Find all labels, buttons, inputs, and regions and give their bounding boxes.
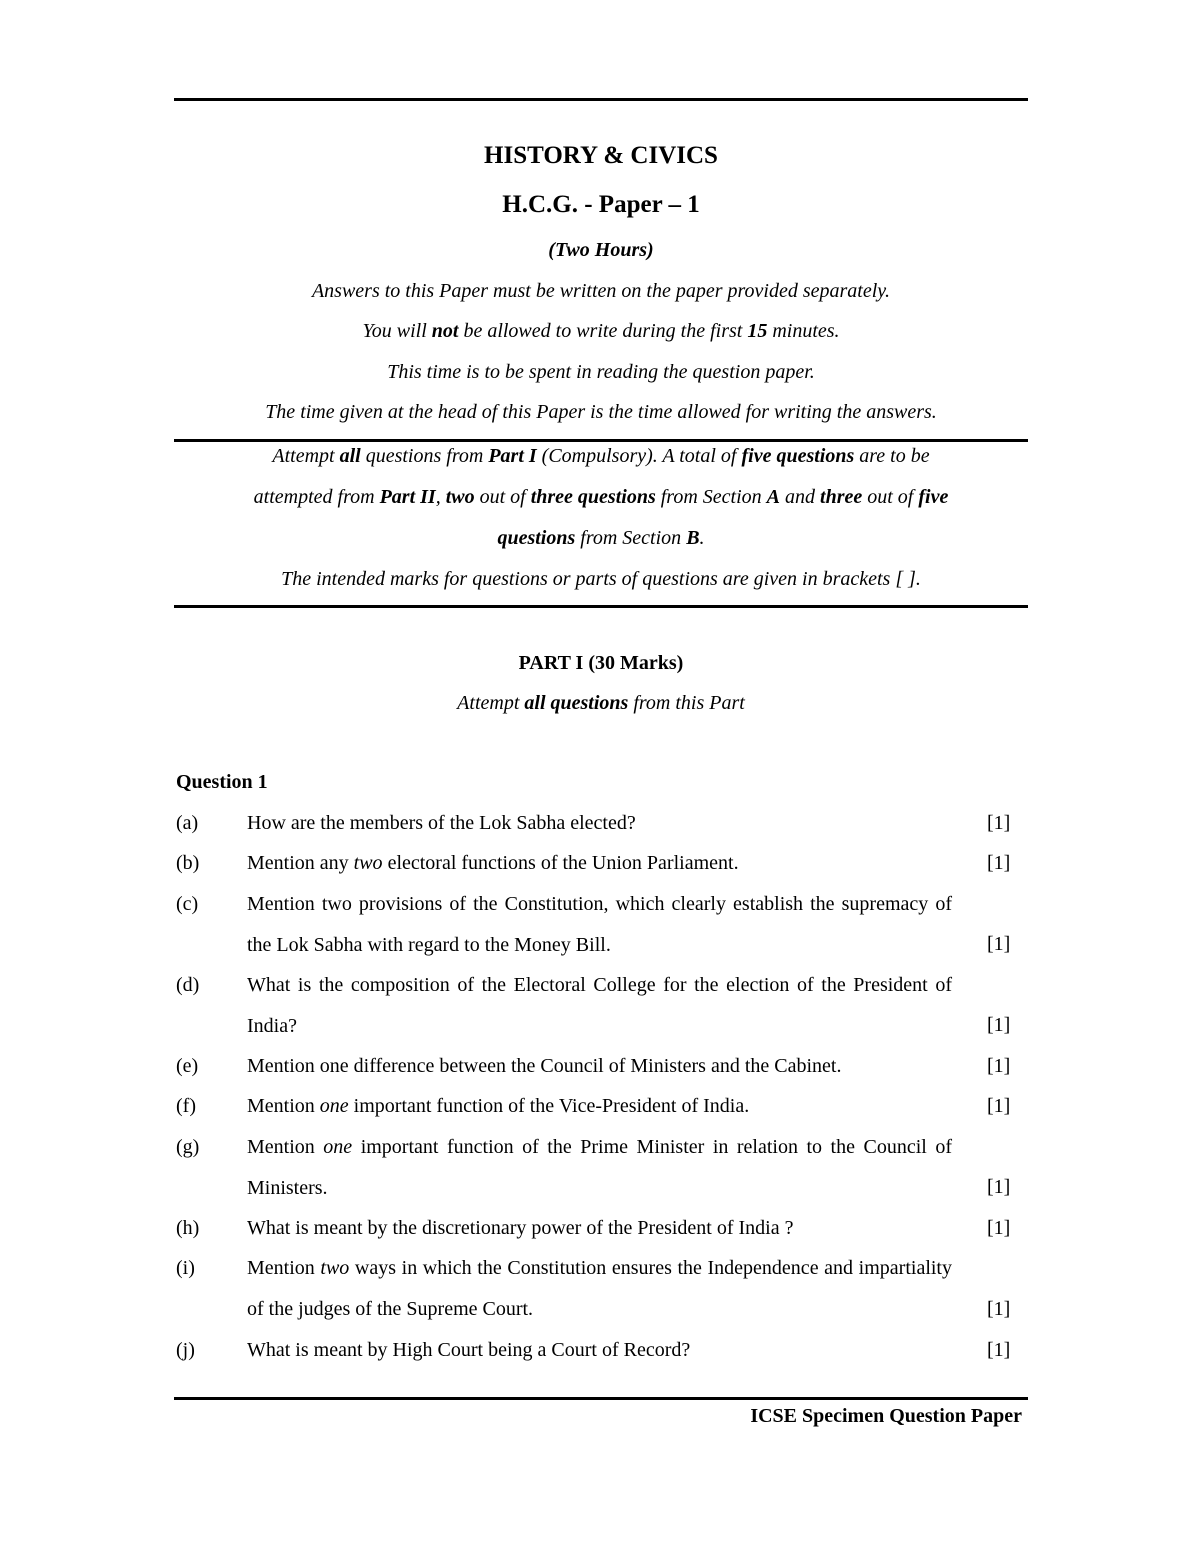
question-mark: [1] [987,1298,1011,1320]
question-text: What is meant by the discretionary power of the President of India ? [247,1217,794,1239]
question-mark: [1] [987,933,1011,955]
question-mark: [1] [987,1217,1011,1239]
question-mark: [1] [987,1176,1011,1198]
question-mark: [1] [987,852,1011,874]
question-text: Mention one important function of the Vice-President of India. [247,1095,750,1117]
question-label: (g) [176,1136,200,1158]
question-mark: [1] [987,812,1011,834]
attempt-line-2: attempted from Part II, two out of three questions from Section A and three out of five [253,486,949,508]
question-text: Mention two ways in which the Constitution ensures the Independence and impartiality of the judges of the Supreme Court. [247,1257,952,1320]
instruction-line-2: You will not be allowed to write during the first 15 minutes. [362,320,840,342]
instruction-line-3: This time is to be spent in reading the question paper. [387,361,815,383]
question-label: (e) [176,1055,199,1077]
question-text: Mention any two electoral functions of the Union Parliament. [247,852,739,874]
instructions-rule [174,439,1028,442]
question-label: (h) [176,1217,200,1239]
footer-rule [174,1397,1028,1400]
question-label: (b) [176,852,200,874]
question-label: (j) [176,1339,195,1361]
question-mark: [1] [987,1339,1011,1361]
question-text: How are the members of the Lok Sabha elected? [247,812,636,834]
question-mark: [1] [987,1095,1011,1117]
question-label: (f) [176,1095,196,1117]
question-text: Mention one difference between the Council of Ministers and the Cabinet. [247,1055,842,1077]
instruction-line-4: The time given at the head of this Paper is the time allowed for writing the answers. [265,401,937,423]
duration: (Two Hours) [548,239,654,261]
question-text: Mention one important function of the Prime Minister in relation to the Council of Ministers. [247,1136,952,1199]
question-label: (c) [176,893,199,915]
question-heading: Question 1 [176,771,268,793]
subject-title: HISTORY & CIVICS [484,142,718,169]
question-mark: [1] [987,1055,1011,1077]
attempt-line-3: questions from Section B. [497,527,705,549]
part-title: PART I (30 Marks) [518,652,684,674]
question-text: What is meant by High Court being a Court of Record? [247,1339,691,1361]
paper-title: H.C.G. - Paper – 1 [502,191,700,218]
question-label: (i) [176,1257,195,1279]
attempt-line-1: Attempt all questions from Part I (Compulsory). A total of five questions are to be [272,445,930,467]
question-label: (a) [176,812,199,834]
question-text: Mention two provisions of the Constitution, which clearly establish the supremacy of the Lok Sabha with regard to the Money Bill. [247,893,952,956]
marks-note: The intended marks for questions or parts of questions are given in brackets [ ]. [281,568,921,590]
instructions-bottom-rule [174,605,1028,608]
question-label: (d) [176,974,200,996]
question-mark: [1] [987,1014,1011,1036]
footer-text: ICSE Specimen Question Paper [750,1405,1022,1427]
question-text: What is the composition of the Electoral College for the election of the President of India? [247,974,952,1037]
instruction-line-1: Answers to this Paper must be written on the paper provided separately. [311,280,891,302]
top-rule [174,98,1028,101]
part-subtitle: Attempt all questions from this Part [457,692,745,714]
